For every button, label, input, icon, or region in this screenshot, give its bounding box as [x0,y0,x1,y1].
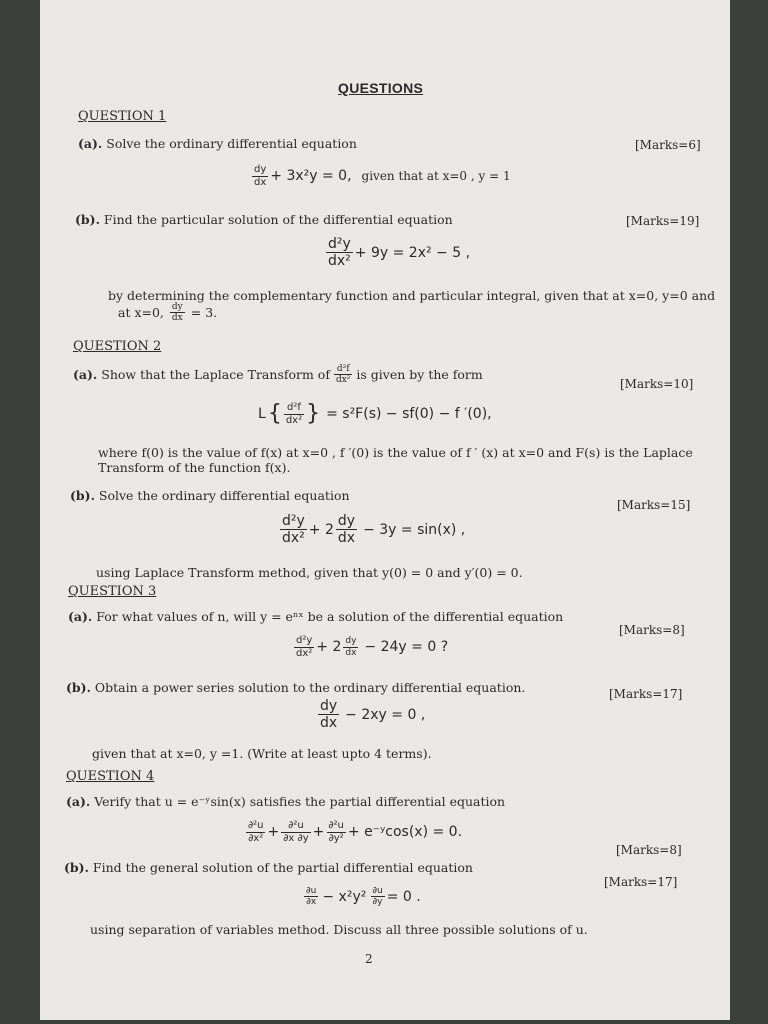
q1b-text: Find the particular solution of the differential equation [103,212,453,227]
q3b-marks: [Marks=17] [609,687,683,701]
q3b-label: (b). [66,680,91,695]
q1a-condition: given that at x=0 , y = 1 [361,169,511,183]
q1b-method: by determining the complementary function and particular integral, given that at x=0, y=0 and [108,288,716,303]
q3b-given: given that at x=0, y =1. (Write at least upto 4 terms). [92,746,432,761]
q3b-prompt: (b). Obtain a power series solution to the ordinary differential equation. [66,680,526,695]
q1a-text: Solve the ordinary differential equation [106,136,357,151]
q4a-equation: $\frac{\text{∂²u}}{\text{∂x²}}$ + $\frac{\text{∂²u}}{\partial x \partial y}$ + $\frac{\text{∂²u}}{\text{∂y²}}$ + e⁻ʸcos(x) = 0. [248,820,463,844]
q2a-equation: L { $\frac{\text{d²f}}{\text{dx²}}$ } = s²F(s) − sf(0) − f ′(0), [258,401,492,426]
q2a-where-line2: Transform of the function f(x). [98,460,291,475]
q3a-equation: $\frac{\text{d²y}}{\text{dx²}}$ + 2 $\frac{dy}{dx}$ − 24y = 0 ? [296,635,449,659]
q2b-equation: $\frac{\text{d²y}}{\text{dx²}}$ + 2 $\frac{dy}{dx}$ − 3y = sin(x) , [282,513,466,547]
q4a-prompt: (a). Verify that u = e⁻ʸsin(x) satisfies the partial differential equation [66,794,506,809]
exam-page [40,0,730,1020]
page-number: 2 [365,952,373,966]
q2b-prompt: (b). Solve the ordinary differential equation [70,488,350,503]
page-title: QUESTIONS [338,80,424,96]
q3a-prompt: (a). For what values of n, will y = eⁿˣ be a solution of the differential equation [68,609,564,624]
q2a-label: (a). [73,366,98,382]
q2b-method: using Laplace Transform method, given that y(0) = 0 and y′(0) = 0. [96,565,523,580]
q4b-marks: [Marks=17] [604,875,678,889]
question-1-heading: QUESTION 1 [78,109,167,124]
question-4-heading: QUESTION 4 [66,769,155,784]
q1a-label: (a). [78,136,103,151]
question-2-heading: QUESTION 2 [73,339,162,354]
q1b-prompt [75,212,453,228]
q2a-prompt: (a). Show that the Laplace Transform of $\frac{\text{d²f}}{\text{dx²}}$ is given by the form [73,364,483,386]
q1a-prompt [78,136,357,152]
q1b-condition: at x=0, $\frac{dy}{dx}$ = 3. [118,302,218,324]
q4b-label: (b). [64,860,89,875]
q1b-equation: $\frac{\text{d²y}}{\text{dx²}}$ + 9y = 2x² − 5 , [328,236,471,270]
q1a-fraction: $\frac{dy}{dx}$ [254,164,267,188]
q2b-marks: [Marks=15] [617,498,691,512]
q4b-prompt: (b). Find the general solution of the partial differential equation [64,860,473,875]
q3a-label: (a). [68,609,93,624]
q1a-marks: [Marks=6] [635,138,701,152]
q1b-fraction: $\frac{\text{d²y}}{\text{dx²}}$ [328,236,351,270]
q1b-label: (b). [75,212,100,227]
q2b-label: (b). [70,488,95,503]
q4a-label: (a). [66,794,91,809]
q1b-marks: [Marks=19] [626,214,700,228]
question-3-heading: QUESTION 3 [68,584,157,599]
q2a-where-line1: where f(0) is the value of f(x) at x=0 , f ′(0) is the value of f ′ (x) at x=0 and F(s) is the Laplace [98,445,693,460]
q4b-method: using separation of variables method. Discuss all three possible solutions of u. [90,922,588,937]
q2a-marks: [Marks=10] [620,377,694,391]
q1a-equation: $\frac{dy}{dx}$ + 3x²y = 0, given that at x=0 , y = 1 [254,164,511,188]
q4a-marks: [Marks=8] [616,843,682,857]
q3a-marks: [Marks=8] [619,623,685,637]
q4b-equation: $\frac{\partial u}{\partial x}$ − x²y² $\frac{\partial u}{\partial y}$ = 0 . [306,886,421,908]
q3b-equation: $\frac{dy}{dx}$ − 2xy = 0 , [320,698,426,732]
